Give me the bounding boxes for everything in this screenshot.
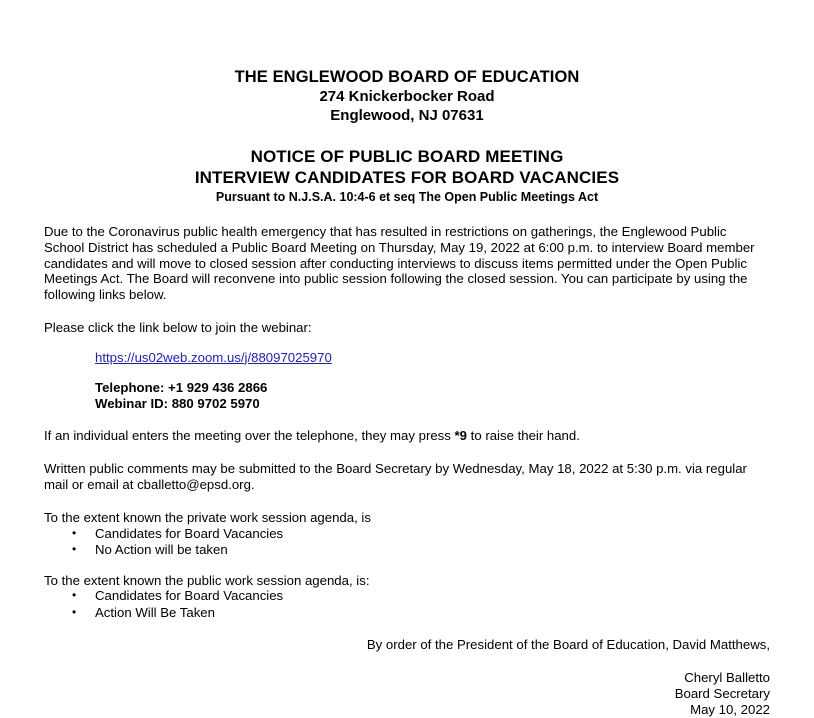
list-item: • Candidates for Board Vacancies bbox=[44, 588, 770, 605]
statute-reference: Pursuant to N.J.S.A. 10:4-6 et seq The Open Public Meetings Act bbox=[215, 190, 599, 204]
intro-paragraph: Due to the Coronavirus public health emergency that has resulted in restrictions on gatherings, the Englewood Public School District has scheduled a Public Board Meeting on Thursday, May 19, 2022 at 6:00 p.m. to interview Board member candidates and will move to closed session after conducting interviews to discuss items permitted under the Open Public Meetings Act. The Board will reconvene into public session following the closed session. You can participate by using the following links below. bbox=[44, 224, 755, 303]
spacer bbox=[44, 336, 770, 350]
city-state-zip: Englewood, NJ 07631 bbox=[330, 107, 484, 124]
list-item: • Candidates for Board Vacancies bbox=[44, 526, 770, 543]
list-item: • Action Will Be Taken bbox=[44, 605, 770, 622]
zoom-webinar-link[interactable]: https://us02web.zoom.us/j/88097025970 bbox=[95, 349, 332, 365]
raise-hand-keycode: *9 bbox=[454, 428, 467, 444]
public-agenda-list bbox=[44, 588, 770, 621]
signer-name: Cheryl Balletto bbox=[684, 670, 770, 686]
signature-block bbox=[44, 670, 770, 717]
signer-title: Board Secretary bbox=[674, 685, 770, 701]
letterhead bbox=[44, 0, 770, 125]
spacer bbox=[44, 411, 770, 428]
document-content bbox=[44, 0, 770, 718]
signature-date: May 10, 2022 bbox=[690, 701, 770, 717]
written-comments-paragraph: Written public comments may be submitted to the Board Secretary by Wednesday, May 18, 2022 at 5:30 p.m. via regular mail or email at cballetto@epsd.org. bbox=[44, 461, 747, 492]
notice-title-line1: NOTICE OF PUBLIC BOARD MEETING bbox=[250, 147, 564, 166]
telephone-line: Telephone: +1 929 436 2866 bbox=[95, 379, 268, 395]
spacer bbox=[95, 366, 770, 380]
raise-hand-text-after: to raise their hand. bbox=[467, 428, 580, 444]
public-agenda-heading: To the extent known the public work session agenda, is: bbox=[44, 572, 370, 588]
list-item: • No Action will be taken bbox=[44, 542, 770, 559]
organization-name: THE ENGLEWOOD BOARD OF EDUCATION bbox=[234, 68, 580, 86]
spacer bbox=[44, 303, 770, 320]
raise-hand-text-before: If an individual enters the meeting over the telephone, they may press bbox=[44, 428, 455, 444]
webinar-details bbox=[95, 350, 770, 412]
private-agenda-heading: To the extent known the private work session agenda, is bbox=[44, 509, 371, 525]
raise-hand-instruction bbox=[44, 428, 770, 444]
join-webinar-prompt: Please click the link below to join the webinar: bbox=[44, 319, 312, 335]
street-address: 274 Knickerbocker Road bbox=[319, 88, 495, 105]
notice-title-line2: INTERVIEW CANDIDATES FOR BOARD VACANCIES bbox=[194, 168, 620, 187]
notice-title-block bbox=[44, 146, 770, 206]
spacer bbox=[44, 493, 770, 510]
private-agenda-list bbox=[44, 526, 770, 559]
webinar-id-line: Webinar ID: 880 9702 5970 bbox=[95, 395, 260, 411]
spacer bbox=[44, 559, 770, 573]
spacer bbox=[44, 444, 770, 461]
by-order-of-line: By order of the President of the Board of Education, David Matthews, bbox=[366, 637, 770, 653]
document-body bbox=[44, 224, 770, 718]
